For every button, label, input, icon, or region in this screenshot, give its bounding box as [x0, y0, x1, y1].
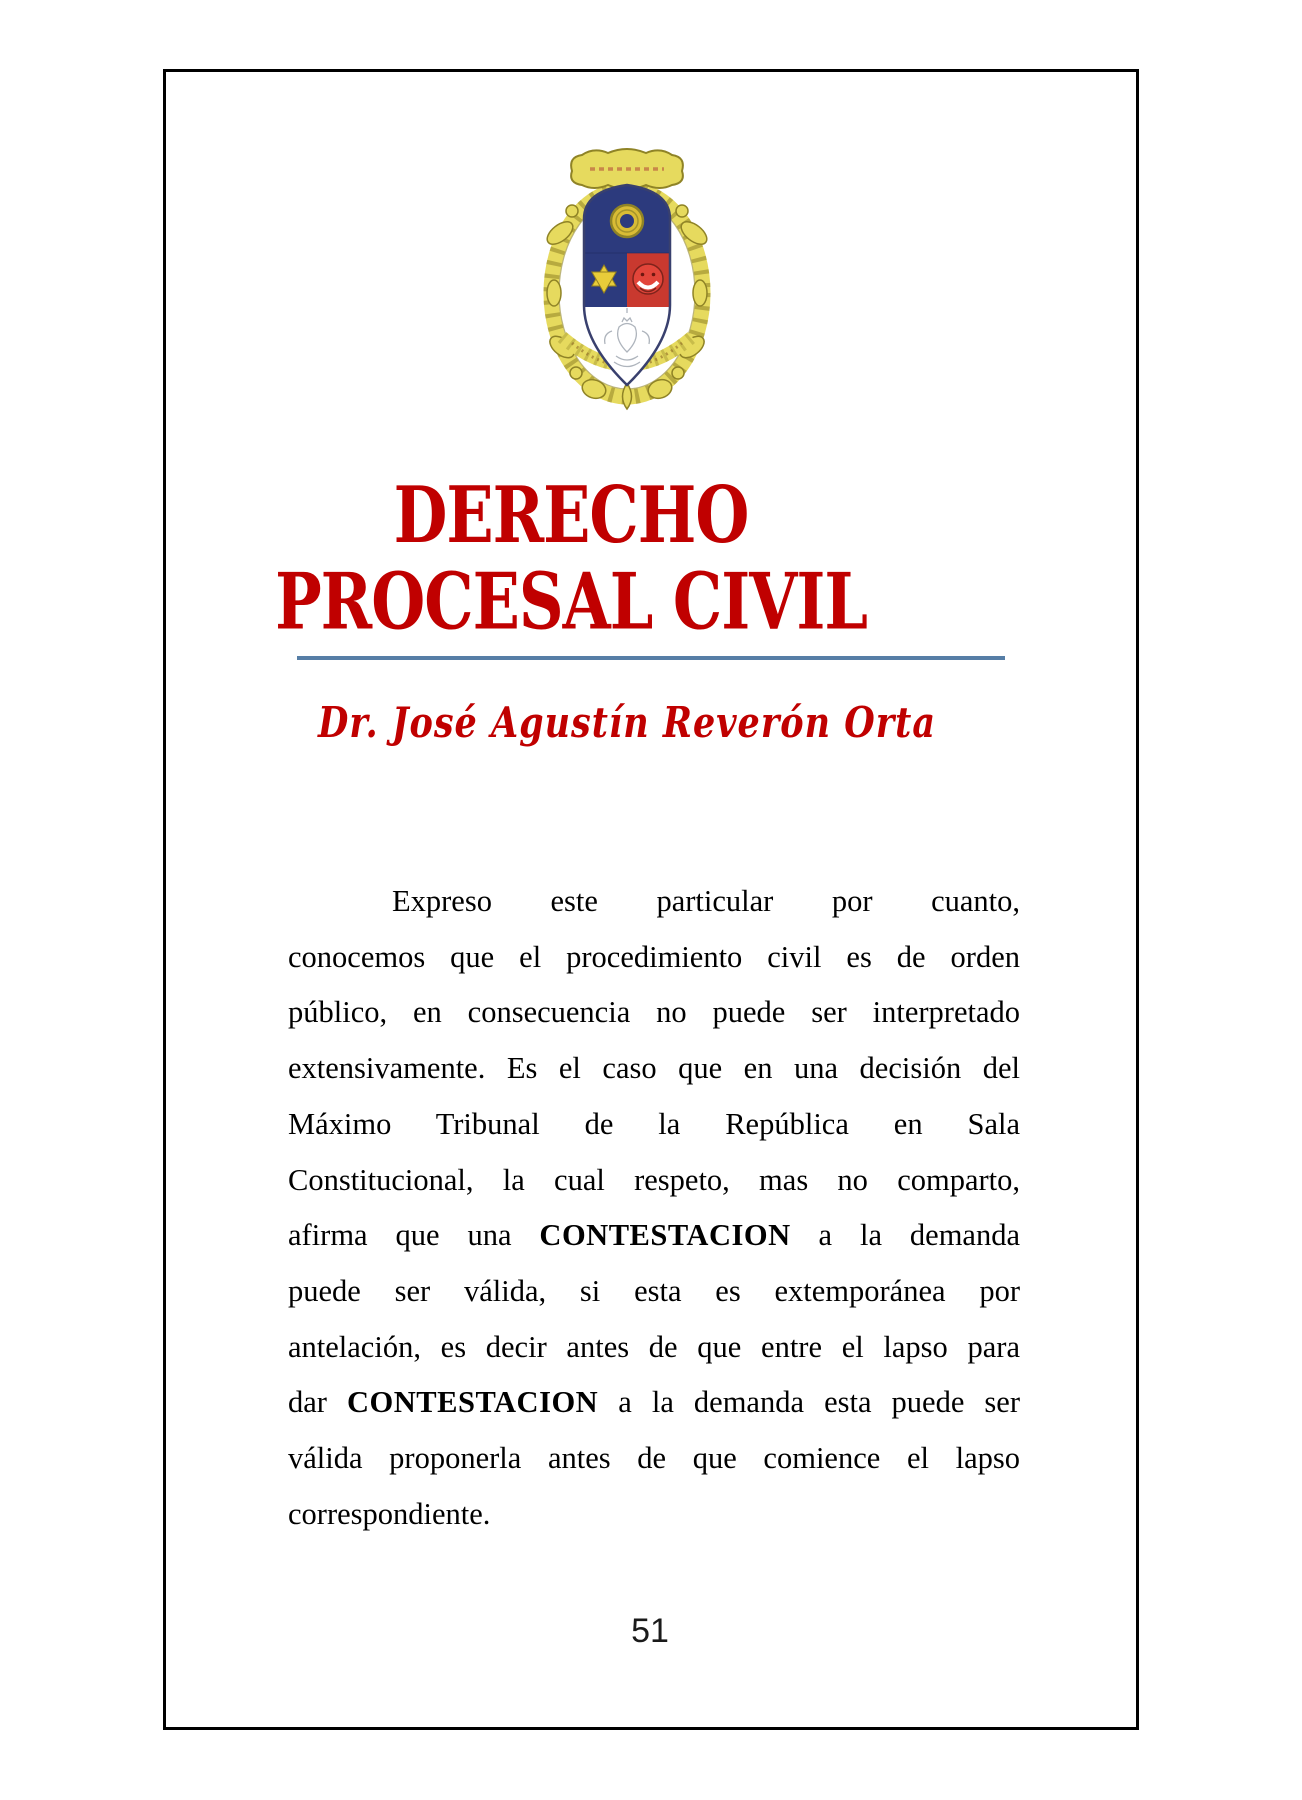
- body-text: Constitucional, la cual respeto, mas no comparto,: [288, 1162, 1020, 1197]
- body-line: [288, 1487, 1020, 1543]
- title-line-1: DERECHO: [393, 469, 749, 561]
- body-text: afirma que una: [288, 1218, 540, 1253]
- body-text: correspondiente.: [288, 1496, 491, 1531]
- author-name: Dr. José Agustín Reverón Orta: [317, 698, 937, 748]
- body-text: antelación, es decir antes de que entre el lapso para: [288, 1329, 1020, 1364]
- body-text: a la demanda esta puede ser: [598, 1385, 1020, 1420]
- body-line: [288, 1320, 1020, 1376]
- body-line: [288, 985, 1020, 1041]
- body-line: [288, 930, 1020, 986]
- body-line: [288, 1208, 1020, 1264]
- body-line: [288, 1041, 1020, 1097]
- body-line: [288, 1431, 1020, 1487]
- body-bold-text: CONTESTACION: [539, 1218, 791, 1253]
- title-underline-rule: [297, 656, 1005, 660]
- title-line-2: PROCESAL CIVIL: [275, 555, 867, 647]
- body-line: [288, 1264, 1020, 1320]
- body-bold-text: CONTESTACION: [347, 1385, 599, 1420]
- scroll-banner: [571, 149, 683, 189]
- body-line: [288, 1097, 1020, 1153]
- body-line: [288, 874, 1020, 930]
- body-text: Máximo Tribunal de la República en Sala: [288, 1106, 1020, 1141]
- body-line: [288, 1375, 1020, 1431]
- body-text: Expreso este particular por cuanto,: [392, 884, 1020, 918]
- body-paragraph: [288, 874, 1020, 1542]
- body-text: conocemos que el procedimiento civil es de orden: [288, 939, 1020, 974]
- body-line: [288, 1153, 1020, 1209]
- body-text: público, en consecuencia no puede ser interpretado: [288, 995, 1020, 1030]
- body-text: a la demanda: [790, 1218, 1020, 1253]
- sun-face-icon: [633, 264, 663, 294]
- page-title: [171, 469, 971, 647]
- page-number: 51: [631, 1612, 669, 1650]
- body-text: válida proponerla antes de que comience el lapso: [288, 1441, 1020, 1476]
- body-text: extensivamente. Es el caso que en una decisión del: [288, 1051, 1020, 1086]
- gold-ring-icon: [611, 205, 643, 237]
- body-text: dar: [288, 1385, 348, 1420]
- coat-of-arms-emblem: [532, 141, 722, 411]
- body-text: puede ser válida, si esta es extemporánea por: [288, 1273, 1020, 1308]
